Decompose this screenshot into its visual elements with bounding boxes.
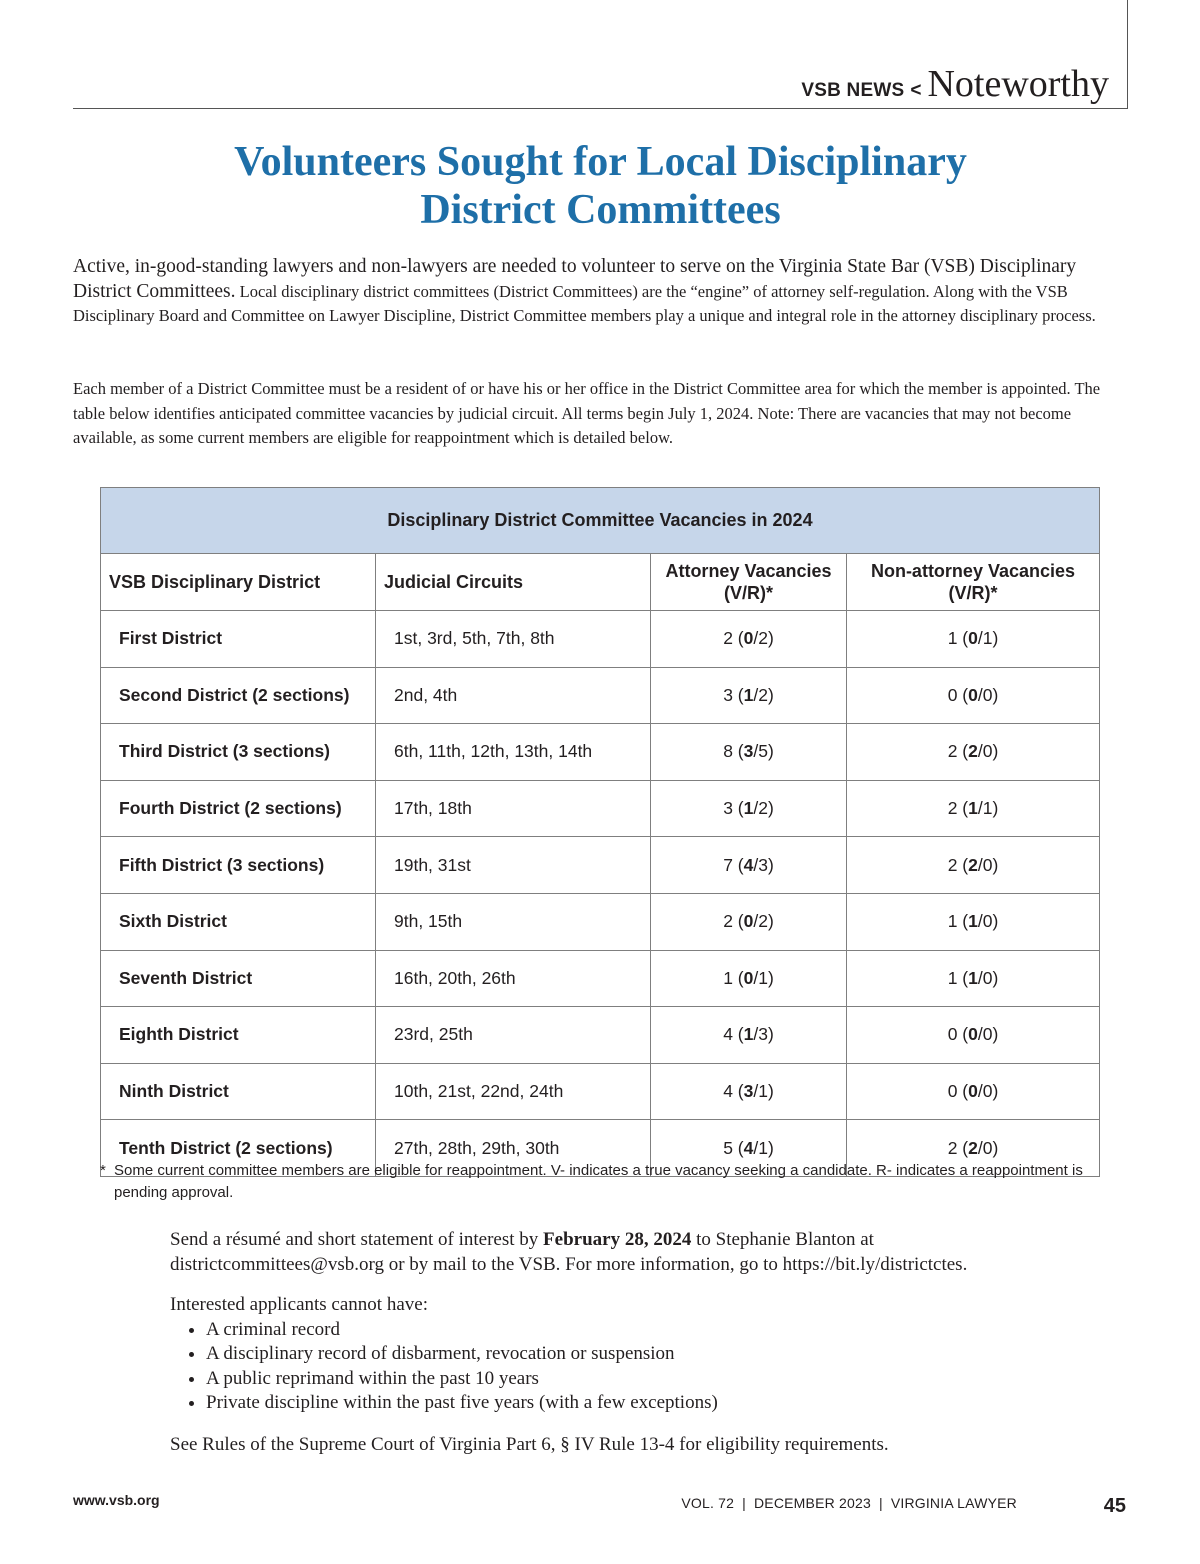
cell-nonattorney-vacancies: 1 (1/0) xyxy=(847,893,1100,950)
cell-district: Fourth District (2 sections) xyxy=(101,780,376,837)
body-paragraph: Each member of a District Committee must be a resident of or have his or her office in the District Committee area for which the member is appointed. The table below identifies anticipated committee vacancies by judicial circuit. All terms begin July 1, 2024. Note: There are vacancies that may not become available, as some current members are eligible for reappointment which is detailed below. xyxy=(73,379,1101,447)
cell-circuits: 10th, 21st, 22nd, 24th xyxy=(376,1063,651,1120)
cell-attorney-vacancies: 3 (1/2) xyxy=(651,667,847,724)
cell-attorney-vacancies: 1 (0/1) xyxy=(651,950,847,1007)
nonattorney-v: 0 xyxy=(968,1024,978,1045)
attorney-v: 4 xyxy=(743,1137,754,1158)
nonattorney-total: 2 xyxy=(947,741,958,762)
nonattorney-v: 0 xyxy=(968,684,978,705)
attorney-v: 4 xyxy=(743,854,754,875)
header-circuits: Judicial Circuits xyxy=(376,554,651,611)
apply-text-1: Send a résumé and short statement of interest by xyxy=(170,1229,544,1250)
nonattorney-r: 1 xyxy=(982,628,993,649)
attorney-total: 8 xyxy=(723,741,733,762)
cell-district: Third District (3 sections) xyxy=(101,724,376,781)
nonattorney-total: 1 xyxy=(947,967,958,988)
eligibility-intro: Interested applicants cannot have: xyxy=(170,1294,428,1315)
cell-circuits: 6th, 11th, 12th, 13th, 14th xyxy=(376,724,651,781)
footer-separator: | xyxy=(742,1495,746,1511)
cell-district: Second District (2 sections) xyxy=(101,667,376,724)
cell-attorney-vacancies: 2 (0/2) xyxy=(651,893,847,950)
cell-attorney-vacancies: 3 (1/2) xyxy=(651,780,847,837)
intro-rest: Local disciplinary district committees (District Committees) are the “engine” of attorney self-regulation. Along with the VSB Disciplinary Board and Committee on Lawyer Discipline, District Committee members play a unique and integral role in the attorney disciplinary process. xyxy=(73,281,1096,325)
cell-attorney-vacancies: 4 (3/1) xyxy=(651,1063,847,1120)
cell-attorney-vacancies: 4 (1/3) xyxy=(651,1007,847,1064)
apply-instructions xyxy=(170,1228,1070,1277)
nonattorney-total: 0 xyxy=(947,1081,958,1102)
attorney-v: 3 xyxy=(743,741,754,762)
cell-circuits: 1st, 3rd, 5th, 7th, 8th xyxy=(376,611,651,668)
nonattorney-r: 0 xyxy=(982,967,993,988)
cell-district: Eighth District xyxy=(101,1007,376,1064)
attorney-v: 1 xyxy=(743,684,754,705)
list-item: • A disciplinary record of disbarment, revocation or suspension xyxy=(206,1342,1070,1367)
title-line-1: Volunteers Sought for Local Disciplinary xyxy=(234,139,967,185)
cell-nonattorney-vacancies: 1 (0/1) xyxy=(847,611,1100,668)
footer-date: DECEMBER 2023 xyxy=(753,1495,871,1511)
intro-paragraph xyxy=(73,255,1118,329)
attorney-total: 2 xyxy=(723,911,733,932)
apply-deadline: February 28, 2024 xyxy=(543,1229,692,1250)
list-item: • A public reprimand within the past 10 years xyxy=(206,1367,1070,1392)
attorney-total: 5 xyxy=(723,1137,733,1158)
cell-nonattorney-vacancies: 0 (0/0) xyxy=(847,1063,1100,1120)
nonattorney-v: 1 xyxy=(968,911,978,932)
cell-district: Sixth District xyxy=(101,893,376,950)
attorney-r: 2 xyxy=(758,798,768,819)
header-nonattorney-label: Non-attorney Vacancies xyxy=(870,561,1076,581)
attorney-r: 1 xyxy=(758,1081,768,1102)
table-row xyxy=(101,893,1100,950)
cell-district: Fifth District (3 sections) xyxy=(101,837,376,894)
nonattorney-v: 2 xyxy=(968,854,978,875)
header-section: VSB NEWS xyxy=(801,80,905,101)
attorney-v: 1 xyxy=(743,798,754,819)
nonattorney-r: 0 xyxy=(982,741,993,762)
attorney-total: 7 xyxy=(723,854,733,875)
cell-nonattorney-vacancies: 1 (1/0) xyxy=(847,950,1100,1007)
nonattorney-v: 1 xyxy=(968,967,978,988)
cell-attorney-vacancies: 5 (4/1) xyxy=(651,1120,847,1177)
article-title xyxy=(73,138,1128,234)
nonattorney-r: 0 xyxy=(982,911,993,932)
attorney-r: 5 xyxy=(758,741,768,762)
cell-nonattorney-vacancies: 0 (0/0) xyxy=(847,667,1100,724)
cell-district: First District xyxy=(101,611,376,668)
attorney-r: 2 xyxy=(758,684,768,705)
footer-website[interactable]: www.vsb.org xyxy=(73,1492,160,1508)
nonattorney-total: 0 xyxy=(947,684,958,705)
header-attorney-sub: (V/R)* xyxy=(724,583,773,603)
nonattorney-total: 0 xyxy=(947,1024,958,1045)
cell-nonattorney-vacancies: 2 (1/1) xyxy=(847,780,1100,837)
cell-nonattorney-vacancies: 2 (2/0) xyxy=(847,724,1100,781)
table-row xyxy=(101,780,1100,837)
footnote-text: Some current committee members are eligible for reappointment. V- indicates a true vacancy seeking a candidate. R- indicates a reappointment is pending approval. xyxy=(114,1162,1083,1201)
nonattorney-v: 0 xyxy=(968,1081,978,1102)
attorney-total: 2 xyxy=(723,628,733,649)
nonattorney-v: 2 xyxy=(968,741,978,762)
table-row xyxy=(101,724,1100,781)
header-rule xyxy=(73,108,1128,109)
attorney-r: 3 xyxy=(758,854,768,875)
cell-circuits: 2nd, 4th xyxy=(376,667,651,724)
eligibility-section xyxy=(170,1293,1070,1416)
cell-circuits: 23rd, 25th xyxy=(376,1007,651,1064)
nonattorney-total: 2 xyxy=(947,1137,958,1158)
nonattorney-v: 2 xyxy=(968,1137,978,1158)
cell-attorney-vacancies: 2 (0/2) xyxy=(651,611,847,668)
cell-circuits: 16th, 20th, 26th xyxy=(376,950,651,1007)
cell-circuits: 9th, 15th xyxy=(376,893,651,950)
attorney-total: 3 xyxy=(723,684,733,705)
cell-attorney-vacancies: 8 (3/5) xyxy=(651,724,847,781)
attorney-v: 0 xyxy=(743,967,754,988)
nonattorney-total: 1 xyxy=(947,628,958,649)
cell-circuits: 17th, 18th xyxy=(376,780,651,837)
page-header xyxy=(801,62,1109,106)
vacancies-table xyxy=(100,487,1100,1177)
table-footnote xyxy=(100,1160,1110,1204)
nonattorney-total: 2 xyxy=(947,798,958,819)
header-department: Noteworthy xyxy=(927,63,1109,105)
nonattorney-r: 0 xyxy=(982,1081,993,1102)
header-district: VSB Disciplinary District xyxy=(101,554,376,611)
attorney-total: 1 xyxy=(723,967,733,988)
attorney-r: 1 xyxy=(758,1137,768,1158)
table-row xyxy=(101,1063,1100,1120)
header-attorney-label: Attorney Vacancies xyxy=(665,561,832,581)
nonattorney-r: 0 xyxy=(982,684,993,705)
header-nonattorney-sub: (V/R)* xyxy=(948,583,998,603)
rules-reference: See Rules of the Supreme Court of Virginia Part 6, § IV Rule 13-4 for eligibility requirements. xyxy=(170,1434,889,1455)
table-row xyxy=(101,667,1100,724)
cell-nonattorney-vacancies: 2 (2/0) xyxy=(847,837,1100,894)
nonattorney-r: 1 xyxy=(982,798,993,819)
cell-circuits: 27th, 28th, 29th, 30th xyxy=(376,1120,651,1177)
table-row xyxy=(101,1007,1100,1064)
page-number: 45 xyxy=(1103,1495,1126,1517)
table-row xyxy=(101,837,1100,894)
footnote-mark: * xyxy=(100,1162,106,1179)
table-row xyxy=(101,611,1100,668)
header-nonattorney xyxy=(847,554,1100,611)
cell-district: Tenth District (2 sections) xyxy=(101,1120,376,1177)
list-item: • Private discipline within the past five years (with a few exceptions) xyxy=(206,1391,1070,1416)
footer-volume: VOL. 72 xyxy=(681,1495,735,1511)
nonattorney-r: 0 xyxy=(982,854,993,875)
table-row xyxy=(101,950,1100,1007)
title-line-2: District Committees xyxy=(420,187,781,233)
footer-issue xyxy=(681,1495,1017,1511)
cell-attorney-vacancies: 7 (4/3) xyxy=(651,837,847,894)
cell-circuits: 19th, 31st xyxy=(376,837,651,894)
attorney-total: 3 xyxy=(723,798,733,819)
list-item: • A criminal record xyxy=(206,1318,1070,1343)
nonattorney-total: 2 xyxy=(947,854,958,875)
attorney-total: 4 xyxy=(723,1024,733,1045)
attorney-total: 4 xyxy=(723,1081,733,1102)
cell-nonattorney-vacancies: 2 (2/0) xyxy=(847,1120,1100,1177)
attorney-v: 0 xyxy=(743,628,754,649)
nonattorney-v: 0 xyxy=(968,628,978,649)
footer-separator: | xyxy=(878,1495,883,1511)
attorney-r: 3 xyxy=(758,1024,768,1045)
table-header-row xyxy=(101,554,1100,611)
attorney-r: 2 xyxy=(758,911,768,932)
attorney-v: 3 xyxy=(743,1081,754,1102)
eligibility-list xyxy=(170,1318,1070,1416)
footer-publication: VIRGINIA LAWYER xyxy=(890,1495,1017,1511)
attorney-v: 1 xyxy=(743,1024,754,1045)
nonattorney-r: 0 xyxy=(982,1137,993,1158)
header-attorney xyxy=(651,554,847,611)
apply-text-2: to Stephanie Blanton at districtcommittees@vsb.org or by mail to the VSB. For more information, go to https://bit.ly/districtctes. xyxy=(170,1229,968,1275)
cell-district: Ninth District xyxy=(101,1063,376,1120)
intro-lead: Active, in-good-standing lawyers and non-lawyers are needed to volunteer to serve on the Virginia State Bar (VSB) Disciplinary District Committees. xyxy=(73,256,1077,302)
attorney-r: 1 xyxy=(758,967,768,988)
attorney-r: 2 xyxy=(758,628,768,649)
nonattorney-r: 0 xyxy=(982,1024,993,1045)
attorney-v: 0 xyxy=(743,911,754,932)
cell-district: Seventh District xyxy=(101,950,376,1007)
cell-nonattorney-vacancies: 0 (0/0) xyxy=(847,1007,1100,1064)
header-vertical-rule xyxy=(1127,0,1128,109)
nonattorney-total: 1 xyxy=(947,911,958,932)
header-separator: < xyxy=(910,80,922,101)
table-caption: Disciplinary District Committee Vacancies in 2024 xyxy=(101,488,1100,554)
nonattorney-v: 1 xyxy=(968,798,978,819)
